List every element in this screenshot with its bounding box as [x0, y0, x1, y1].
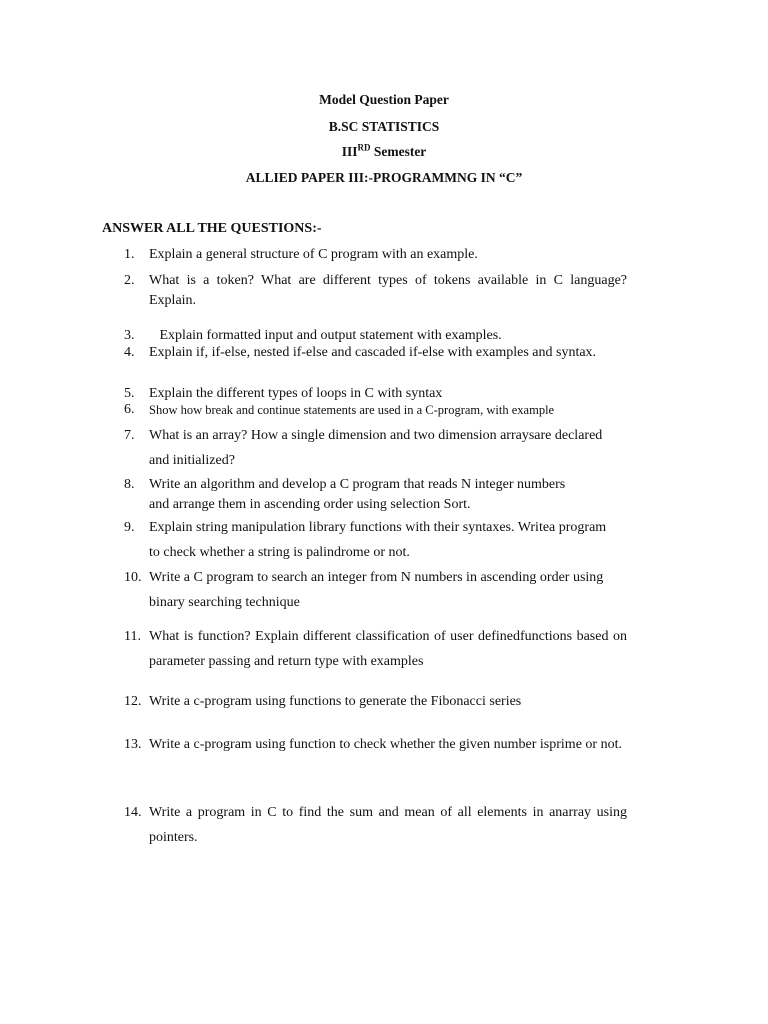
question-text: What is function? Explain different classification of user definedfunctions based on parameter passing and return type with examples: [149, 629, 627, 669]
question-text: Explain if, if-else, nested if-else and cascaded if-else with examples and syntax.: [149, 345, 597, 360]
question-item: [124, 800, 644, 850]
question-item: [124, 475, 644, 515]
semester-line: [0, 144, 768, 160]
question-text: Explain the different types of loops in C with syntax: [149, 386, 443, 401]
question-item: [124, 515, 644, 565]
question-item: [124, 565, 644, 615]
question-number: 2.: [124, 273, 135, 288]
paper-title: Model Question Paper: [319, 92, 449, 107]
question-item: [124, 423, 644, 473]
question-number: 8.: [124, 477, 135, 492]
question-item: [124, 245, 644, 265]
course-name: B.SC STATISTICS: [328, 119, 440, 134]
question-number: 4.: [124, 345, 135, 360]
question-item: [124, 400, 644, 420]
question-number: 14.: [124, 805, 142, 820]
question-text: Show how break and continue statements are used in a C-program, with example: [149, 403, 555, 417]
semester-prefix: III: [341, 144, 358, 159]
question-text: Explain formatted input and output statement with examples.: [149, 328, 502, 343]
question-item: [124, 624, 644, 674]
question-number: 7.: [124, 428, 135, 443]
question-text: Explain a general structure of C program with an example.: [149, 247, 478, 262]
question-number: 5.: [124, 386, 135, 401]
question-number: 12.: [124, 694, 142, 709]
question-number: 3.: [124, 328, 135, 343]
question-text: Write an algorithm and develop a C program that reads N integer numbers and arrange them in ascending order using selection Sort.: [149, 477, 566, 512]
question-text: Write a c-program using functions to generate the Fibonacci series: [149, 694, 522, 709]
semester-suffix: Semester: [370, 144, 427, 159]
question-item: [124, 343, 644, 363]
question-text: Explain string manipulation library functions with their syntaxes. Writea program to check whether a string is palindrome or not.: [149, 520, 607, 560]
question-item: [124, 732, 644, 757]
instruction-heading: ANSWER ALL THE QUESTIONS:-: [102, 221, 322, 236]
question-text: Write a program in C to find the sum and mean of all elements in anarray using pointers.: [149, 805, 627, 845]
question-text: What is a token? What are different types of tokens available in C language? Explain.: [149, 273, 627, 308]
question-item: [124, 271, 644, 311]
paper-name: ALLIED PAPER III:-PROGRAMMNG IN “C”: [245, 170, 523, 185]
question-number: 13.: [124, 737, 142, 752]
question-number: 6.: [124, 402, 135, 417]
question-text: What is an array? How a single dimension and two dimension arraysare declared and initialized?: [149, 428, 603, 468]
question-number: 10.: [124, 570, 142, 585]
question-number: 11.: [124, 629, 141, 644]
question-number: 9.: [124, 520, 135, 535]
question-number: 1.: [124, 247, 135, 262]
semester-superscript: RD: [357, 142, 371, 153]
question-text: Write a C program to search an integer from N numbers in ascending order using binary searching technique: [149, 570, 604, 610]
question-item: [124, 692, 644, 712]
question-text: Write a c-program using function to check whether the given number isprime or not.: [149, 737, 622, 752]
